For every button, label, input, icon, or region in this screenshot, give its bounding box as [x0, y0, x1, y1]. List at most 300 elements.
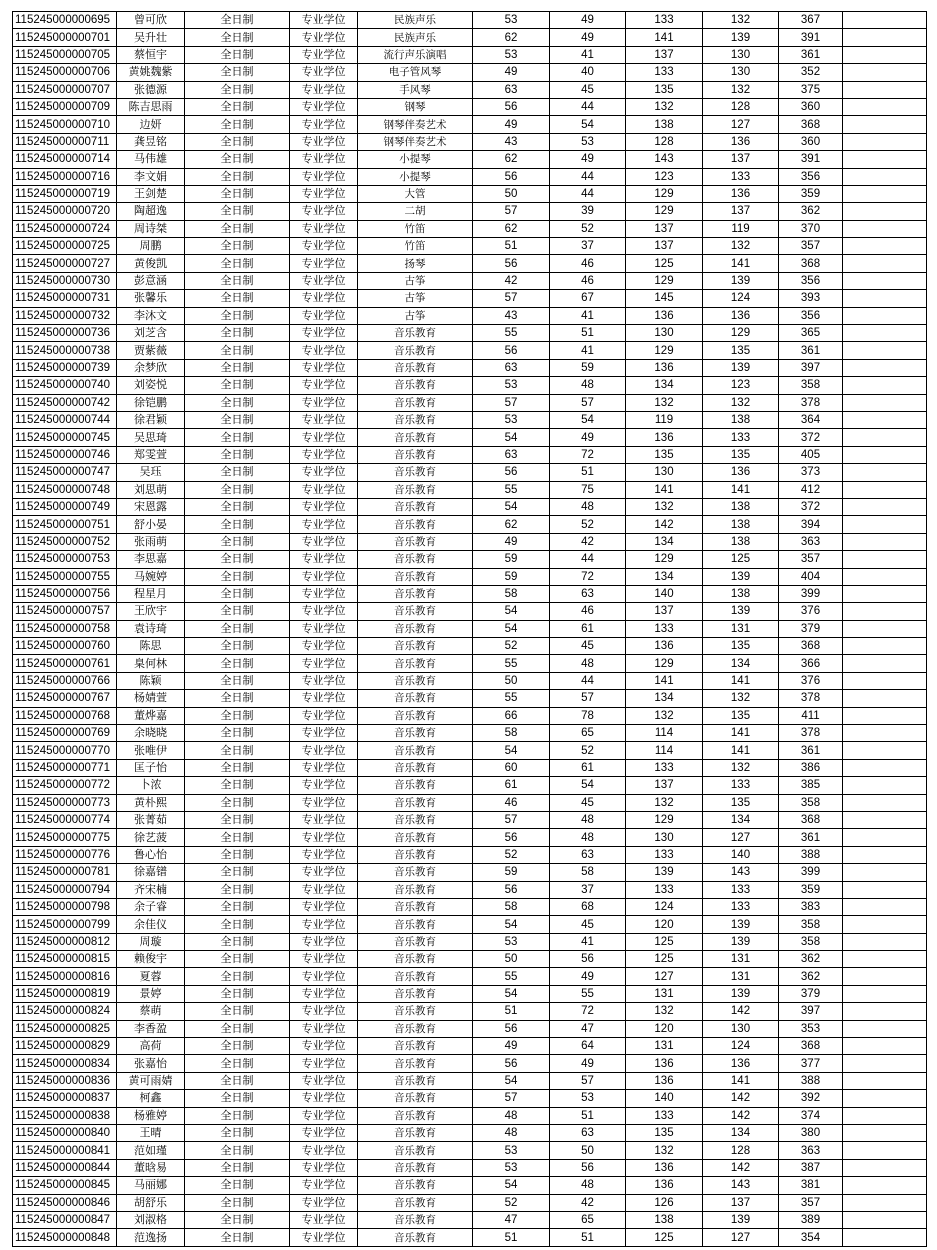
- course2-score-cell: 136: [703, 464, 779, 481]
- course1-score-cell: 136: [626, 359, 703, 376]
- course1-score-cell: 129: [626, 203, 703, 220]
- course2-score-cell: 128: [703, 98, 779, 115]
- remarks-cell: [843, 185, 927, 202]
- remarks-cell: [843, 342, 927, 359]
- course1-score-cell: 142: [626, 516, 703, 533]
- name-cell: 高荷: [117, 1038, 185, 1055]
- name-cell: 余梦欣: [117, 359, 185, 376]
- course1-score-cell: 136: [626, 307, 703, 324]
- candidate-id-cell: 115245000000710: [13, 116, 117, 133]
- study-mode-cell: 全日制: [185, 498, 290, 515]
- total-score-cell: 394: [779, 516, 843, 533]
- name-cell: 张雨萌: [117, 533, 185, 550]
- english-score-cell: 52: [550, 516, 626, 533]
- study-mode-cell: 全日制: [185, 1090, 290, 1107]
- total-score-cell: 361: [779, 829, 843, 846]
- major-cell: 音乐教育: [358, 742, 473, 759]
- table-body: [13, 12, 927, 1247]
- remarks-cell: [843, 725, 927, 742]
- candidate-id-cell: 115245000000748: [13, 481, 117, 498]
- name-cell: 景婷: [117, 985, 185, 1002]
- table-row: [13, 759, 927, 776]
- english-score-cell: 68: [550, 898, 626, 915]
- major-cell: 扬琴: [358, 255, 473, 272]
- course2-score-cell: 138: [703, 533, 779, 550]
- remarks-cell: [843, 551, 927, 568]
- candidate-id-cell: 115245000000701: [13, 29, 117, 46]
- course2-score-cell: 142: [703, 1107, 779, 1124]
- table-row: [13, 255, 927, 272]
- name-cell: 彭意涵: [117, 272, 185, 289]
- candidate-id-cell: 115245000000744: [13, 411, 117, 428]
- degree-type-cell: 专业学位: [290, 707, 358, 724]
- course1-score-cell: 134: [626, 377, 703, 394]
- degree-type-cell: 专业学位: [290, 811, 358, 828]
- course1-score-cell: 129: [626, 185, 703, 202]
- study-mode-cell: 全日制: [185, 742, 290, 759]
- politics-score-cell: 63: [473, 81, 550, 98]
- politics-score-cell: 48: [473, 1107, 550, 1124]
- study-mode-cell: 全日制: [185, 411, 290, 428]
- candidate-id-cell: 115245000000755: [13, 568, 117, 585]
- english-score-cell: 56: [550, 1159, 626, 1176]
- course2-score-cell: 139: [703, 29, 779, 46]
- name-cell: 蔡恒宇: [117, 46, 185, 63]
- table-row: [13, 1211, 927, 1228]
- study-mode-cell: 全日制: [185, 272, 290, 289]
- study-mode-cell: 全日制: [185, 777, 290, 794]
- table-row: [13, 185, 927, 202]
- table-row: [13, 342, 927, 359]
- course2-score-cell: 139: [703, 359, 779, 376]
- total-score-cell: 412: [779, 481, 843, 498]
- remarks-cell: [843, 377, 927, 394]
- politics-score-cell: 54: [473, 498, 550, 515]
- english-score-cell: 49: [550, 968, 626, 985]
- table-row: [13, 81, 927, 98]
- candidate-id-cell: 115245000000770: [13, 742, 117, 759]
- total-score-cell: 361: [779, 742, 843, 759]
- candidate-id-cell: 115245000000719: [13, 185, 117, 202]
- major-cell: 流行声乐演唱: [358, 46, 473, 63]
- study-mode-cell: 全日制: [185, 846, 290, 863]
- name-cell: 卜浓: [117, 777, 185, 794]
- politics-score-cell: 54: [473, 742, 550, 759]
- course2-score-cell: 135: [703, 794, 779, 811]
- degree-type-cell: 专业学位: [290, 133, 358, 150]
- candidate-id-cell: 115245000000751: [13, 516, 117, 533]
- study-mode-cell: 全日制: [185, 655, 290, 672]
- study-mode-cell: 全日制: [185, 394, 290, 411]
- study-mode-cell: 全日制: [185, 864, 290, 881]
- table-row: [13, 203, 927, 220]
- english-score-cell: 64: [550, 1038, 626, 1055]
- candidate-id-cell: 115245000000747: [13, 464, 117, 481]
- candidate-id-cell: 115245000000772: [13, 777, 117, 794]
- candidate-id-cell: 115245000000837: [13, 1090, 117, 1107]
- course1-score-cell: 143: [626, 151, 703, 168]
- politics-score-cell: 53: [473, 1142, 550, 1159]
- course2-score-cell: 137: [703, 151, 779, 168]
- candidate-id-cell: 115245000000740: [13, 377, 117, 394]
- major-cell: 音乐教育: [358, 1211, 473, 1228]
- degree-type-cell: 专业学位: [290, 446, 358, 463]
- study-mode-cell: 全日制: [185, 551, 290, 568]
- total-score-cell: 367: [779, 12, 843, 29]
- course1-score-cell: 137: [626, 220, 703, 237]
- english-score-cell: 65: [550, 725, 626, 742]
- politics-score-cell: 52: [473, 1194, 550, 1211]
- study-mode-cell: 全日制: [185, 307, 290, 324]
- major-cell: 音乐教育: [358, 359, 473, 376]
- degree-type-cell: 专业学位: [290, 64, 358, 81]
- study-mode-cell: 全日制: [185, 1159, 290, 1176]
- candidate-id-cell: 115245000000829: [13, 1038, 117, 1055]
- candidate-id-cell: 115245000000749: [13, 498, 117, 515]
- table-row: [13, 1038, 927, 1055]
- name-cell: 张德源: [117, 81, 185, 98]
- major-cell: 音乐教育: [358, 985, 473, 1002]
- table-row: [13, 1072, 927, 1089]
- major-cell: 音乐教育: [358, 1055, 473, 1072]
- politics-score-cell: 62: [473, 29, 550, 46]
- remarks-cell: [843, 411, 927, 428]
- course1-score-cell: 125: [626, 1229, 703, 1246]
- name-cell: 徐艺菠: [117, 829, 185, 846]
- total-score-cell: 373: [779, 464, 843, 481]
- remarks-cell: [843, 1177, 927, 1194]
- name-cell: 齐宋楠: [117, 881, 185, 898]
- course1-score-cell: 140: [626, 585, 703, 602]
- course1-score-cell: 138: [626, 116, 703, 133]
- course1-score-cell: 114: [626, 742, 703, 759]
- remarks-cell: [843, 272, 927, 289]
- remarks-cell: [843, 968, 927, 985]
- total-score-cell: 388: [779, 1072, 843, 1089]
- politics-score-cell: 43: [473, 307, 550, 324]
- course1-score-cell: 137: [626, 603, 703, 620]
- degree-type-cell: 专业学位: [290, 585, 358, 602]
- name-cell: 余佳仪: [117, 916, 185, 933]
- degree-type-cell: 专业学位: [290, 98, 358, 115]
- english-score-cell: 58: [550, 864, 626, 881]
- study-mode-cell: 全日制: [185, 516, 290, 533]
- candidate-id-cell: 115245000000742: [13, 394, 117, 411]
- remarks-cell: [843, 655, 927, 672]
- degree-type-cell: 专业学位: [290, 307, 358, 324]
- english-score-cell: 48: [550, 1177, 626, 1194]
- course2-score-cell: 139: [703, 603, 779, 620]
- study-mode-cell: 全日制: [185, 811, 290, 828]
- candidate-id-cell: 115245000000824: [13, 1003, 117, 1020]
- remarks-cell: [843, 168, 927, 185]
- course1-score-cell: 132: [626, 1142, 703, 1159]
- degree-type-cell: 专业学位: [290, 725, 358, 742]
- name-cell: 刘思萌: [117, 481, 185, 498]
- politics-score-cell: 53: [473, 411, 550, 428]
- remarks-cell: [843, 951, 927, 968]
- politics-score-cell: 46: [473, 794, 550, 811]
- degree-type-cell: 专业学位: [290, 185, 358, 202]
- course2-score-cell: 135: [703, 446, 779, 463]
- name-cell: 柯鑫: [117, 1090, 185, 1107]
- name-cell: 余晓晓: [117, 725, 185, 742]
- name-cell: 马婉婷: [117, 568, 185, 585]
- degree-type-cell: 专业学位: [290, 168, 358, 185]
- degree-type-cell: 专业学位: [290, 516, 358, 533]
- name-cell: 周鹏: [117, 238, 185, 255]
- name-cell: 龚昱铭: [117, 133, 185, 150]
- english-score-cell: 57: [550, 1072, 626, 1089]
- candidate-id-cell: 115245000000716: [13, 168, 117, 185]
- remarks-cell: [843, 638, 927, 655]
- major-cell: 音乐教育: [358, 325, 473, 342]
- major-cell: 民族声乐: [358, 29, 473, 46]
- table-row: [13, 1125, 927, 1142]
- table-row: [13, 1090, 927, 1107]
- table-row: [13, 151, 927, 168]
- major-cell: 音乐教育: [358, 864, 473, 881]
- study-mode-cell: 全日制: [185, 185, 290, 202]
- english-score-cell: 49: [550, 12, 626, 29]
- remarks-cell: [843, 446, 927, 463]
- english-score-cell: 72: [550, 446, 626, 463]
- study-mode-cell: 全日制: [185, 446, 290, 463]
- study-mode-cell: 全日制: [185, 690, 290, 707]
- course2-score-cell: 142: [703, 1159, 779, 1176]
- major-cell: 音乐教育: [358, 794, 473, 811]
- politics-score-cell: 48: [473, 1125, 550, 1142]
- course1-score-cell: 131: [626, 985, 703, 1002]
- major-cell: 音乐教育: [358, 898, 473, 915]
- degree-type-cell: 专业学位: [290, 603, 358, 620]
- study-mode-cell: 全日制: [185, 638, 290, 655]
- total-score-cell: 359: [779, 185, 843, 202]
- table-row: [13, 307, 927, 324]
- course1-score-cell: 132: [626, 1003, 703, 1020]
- remarks-cell: [843, 985, 927, 1002]
- degree-type-cell: 专业学位: [290, 46, 358, 63]
- english-score-cell: 51: [550, 464, 626, 481]
- name-cell: 范逸扬: [117, 1229, 185, 1246]
- course2-score-cell: 137: [703, 1194, 779, 1211]
- name-cell: 陈思: [117, 638, 185, 655]
- remarks-cell: [843, 464, 927, 481]
- course2-score-cell: 141: [703, 255, 779, 272]
- total-score-cell: 383: [779, 898, 843, 915]
- degree-type-cell: 专业学位: [290, 985, 358, 1002]
- remarks-cell: [843, 1194, 927, 1211]
- study-mode-cell: 全日制: [185, 81, 290, 98]
- name-cell: 张唯伊: [117, 742, 185, 759]
- remarks-cell: [843, 568, 927, 585]
- course1-score-cell: 128: [626, 133, 703, 150]
- politics-score-cell: 56: [473, 342, 550, 359]
- table-row: [13, 620, 927, 637]
- table-row: [13, 359, 927, 376]
- politics-score-cell: 49: [473, 64, 550, 81]
- course2-score-cell: 138: [703, 498, 779, 515]
- table-row: [13, 516, 927, 533]
- name-cell: 宋恩露: [117, 498, 185, 515]
- major-cell: 竹笛: [358, 220, 473, 237]
- degree-type-cell: 专业学位: [290, 533, 358, 550]
- total-score-cell: 356: [779, 307, 843, 324]
- name-cell: 匡子怡: [117, 759, 185, 776]
- course2-score-cell: 132: [703, 12, 779, 29]
- course1-score-cell: 120: [626, 1020, 703, 1037]
- name-cell: 陈吉思雨: [117, 98, 185, 115]
- candidate-id-cell: 115245000000768: [13, 707, 117, 724]
- study-mode-cell: 全日制: [185, 255, 290, 272]
- course2-score-cell: 135: [703, 638, 779, 655]
- course2-score-cell: 139: [703, 272, 779, 289]
- candidate-id-cell: 115245000000730: [13, 272, 117, 289]
- total-score-cell: 368: [779, 255, 843, 272]
- politics-score-cell: 49: [473, 533, 550, 550]
- remarks-cell: [843, 777, 927, 794]
- name-cell: 马伟雄: [117, 151, 185, 168]
- politics-score-cell: 50: [473, 185, 550, 202]
- english-score-cell: 49: [550, 1055, 626, 1072]
- english-score-cell: 42: [550, 1194, 626, 1211]
- candidate-id-cell: 115245000000760: [13, 638, 117, 655]
- total-score-cell: 381: [779, 1177, 843, 1194]
- degree-type-cell: 专业学位: [290, 1072, 358, 1089]
- politics-score-cell: 47: [473, 1211, 550, 1228]
- politics-score-cell: 55: [473, 481, 550, 498]
- course1-score-cell: 127: [626, 968, 703, 985]
- table-row: [13, 811, 927, 828]
- course1-score-cell: 135: [626, 81, 703, 98]
- table-row: [13, 881, 927, 898]
- degree-type-cell: 专业学位: [290, 464, 358, 481]
- name-cell: 周诗桀: [117, 220, 185, 237]
- study-mode-cell: 全日制: [185, 1020, 290, 1037]
- table-row: [13, 98, 927, 115]
- major-cell: 音乐教育: [358, 811, 473, 828]
- table-row: [13, 1142, 927, 1159]
- name-cell: 边妍: [117, 116, 185, 133]
- table-row: [13, 655, 927, 672]
- course1-score-cell: 123: [626, 168, 703, 185]
- degree-type-cell: 专业学位: [290, 968, 358, 985]
- english-score-cell: 37: [550, 238, 626, 255]
- study-mode-cell: 全日制: [185, 725, 290, 742]
- major-cell: 古筝: [358, 272, 473, 289]
- degree-type-cell: 专业学位: [290, 690, 358, 707]
- table-row: [13, 220, 927, 237]
- candidate-id-cell: 115245000000746: [13, 446, 117, 463]
- study-mode-cell: 全日制: [185, 168, 290, 185]
- course1-score-cell: 132: [626, 794, 703, 811]
- table-row: [13, 829, 927, 846]
- major-cell: 音乐教育: [358, 1038, 473, 1055]
- table-row: [13, 1194, 927, 1211]
- english-score-cell: 49: [550, 29, 626, 46]
- course1-score-cell: 132: [626, 498, 703, 515]
- table-row: [13, 568, 927, 585]
- remarks-cell: [843, 29, 927, 46]
- candidate-id-cell: 115245000000776: [13, 846, 117, 863]
- major-cell: 音乐教育: [358, 829, 473, 846]
- politics-score-cell: 52: [473, 638, 550, 655]
- total-score-cell: 368: [779, 116, 843, 133]
- total-score-cell: 380: [779, 1125, 843, 1142]
- course2-score-cell: 136: [703, 133, 779, 150]
- course2-score-cell: 127: [703, 1229, 779, 1246]
- course1-score-cell: 133: [626, 759, 703, 776]
- course1-score-cell: 133: [626, 64, 703, 81]
- table-row: [13, 1003, 927, 1020]
- name-cell: 马丽娜: [117, 1177, 185, 1194]
- candidate-id-cell: 115245000000834: [13, 1055, 117, 1072]
- total-score-cell: 378: [779, 690, 843, 707]
- degree-type-cell: 专业学位: [290, 481, 358, 498]
- remarks-cell: [843, 1159, 927, 1176]
- remarks-cell: [843, 759, 927, 776]
- candidate-id-cell: 115245000000752: [13, 533, 117, 550]
- english-score-cell: 53: [550, 133, 626, 150]
- course1-score-cell: 135: [626, 1125, 703, 1142]
- course1-score-cell: 139: [626, 864, 703, 881]
- course1-score-cell: 130: [626, 325, 703, 342]
- remarks-cell: [843, 290, 927, 307]
- table-row: [13, 464, 927, 481]
- total-score-cell: 362: [779, 203, 843, 220]
- table-row: [13, 533, 927, 550]
- table-row: [13, 585, 927, 602]
- study-mode-cell: 全日制: [185, 898, 290, 915]
- candidate-id-cell: 115245000000774: [13, 811, 117, 828]
- remarks-cell: [843, 620, 927, 637]
- degree-type-cell: 专业学位: [290, 1142, 358, 1159]
- degree-type-cell: 专业学位: [290, 742, 358, 759]
- course1-score-cell: 125: [626, 951, 703, 968]
- study-mode-cell: 全日制: [185, 429, 290, 446]
- course1-score-cell: 135: [626, 446, 703, 463]
- politics-score-cell: 42: [473, 272, 550, 289]
- study-mode-cell: 全日制: [185, 1211, 290, 1228]
- candidate-id-cell: 115245000000706: [13, 64, 117, 81]
- course1-score-cell: 137: [626, 238, 703, 255]
- candidate-id-cell: 115245000000732: [13, 307, 117, 324]
- candidate-id-cell: 115245000000736: [13, 325, 117, 342]
- politics-score-cell: 57: [473, 811, 550, 828]
- total-score-cell: 391: [779, 29, 843, 46]
- total-score-cell: 397: [779, 1003, 843, 1020]
- course1-score-cell: 145: [626, 290, 703, 307]
- table-row: [13, 1107, 927, 1124]
- degree-type-cell: 专业学位: [290, 1229, 358, 1246]
- table-row: [13, 846, 927, 863]
- name-cell: 刘淑格: [117, 1211, 185, 1228]
- name-cell: 刘姿悦: [117, 377, 185, 394]
- course2-score-cell: 133: [703, 777, 779, 794]
- remarks-cell: [843, 394, 927, 411]
- major-cell: 音乐教育: [358, 846, 473, 863]
- major-cell: 小提琴: [358, 168, 473, 185]
- degree-type-cell: 专业学位: [290, 898, 358, 915]
- course2-score-cell: 137: [703, 203, 779, 220]
- study-mode-cell: 全日制: [185, 1038, 290, 1055]
- degree-type-cell: 专业学位: [290, 255, 358, 272]
- degree-type-cell: 专业学位: [290, 1125, 358, 1142]
- degree-type-cell: 专业学位: [290, 238, 358, 255]
- course2-score-cell: 132: [703, 238, 779, 255]
- english-score-cell: 61: [550, 620, 626, 637]
- table-row: [13, 377, 927, 394]
